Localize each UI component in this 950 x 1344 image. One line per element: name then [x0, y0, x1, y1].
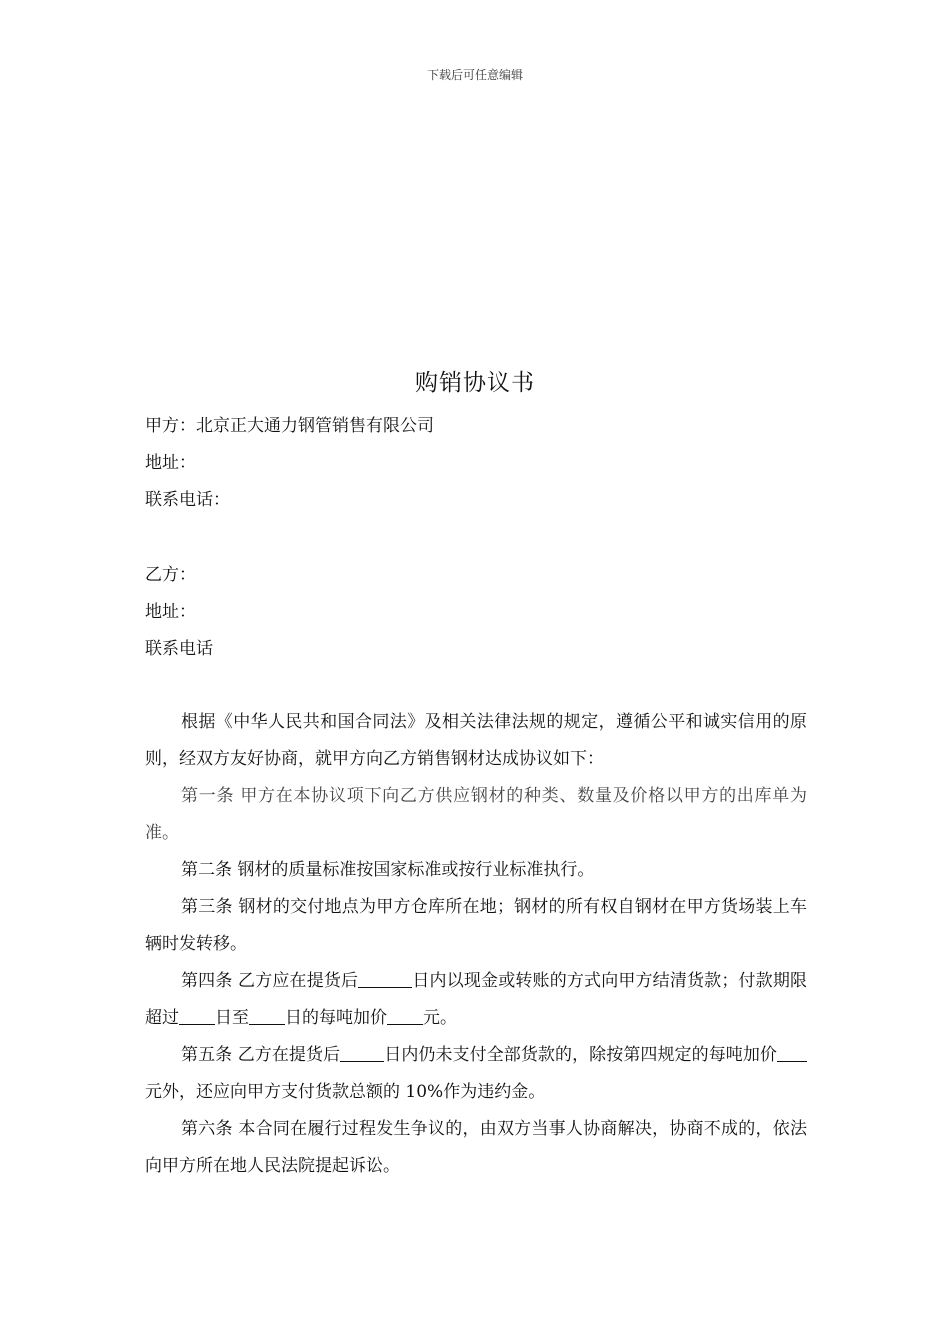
blank-field — [340, 1041, 384, 1062]
blank-field — [777, 1041, 807, 1062]
article-1: 第一条 甲方在本协议项下向乙方供应钢材的种类、数量及价格以甲方的出库单为准。 — [145, 786, 807, 843]
party-b-name: 乙方： — [145, 565, 196, 585]
document-body — [145, 408, 807, 1185]
article-4 — [145, 963, 807, 1037]
party-a-address: 地址： — [145, 453, 196, 473]
article-5-text-3: 元外，还应向甲方支付货款总额的 10%作为违约金。 — [145, 1082, 546, 1102]
article-4-text-1: 第四条 乙方应在提货后 — [181, 971, 359, 991]
article-6: 第六条 本合同在履行过程发生争议的，由双方当事人协商解决，协商不成的，依法向甲方所在地人民法院提起诉讼。 — [145, 1119, 807, 1176]
document-title: 购销协议书 — [415, 370, 535, 396]
page-header-note: 下载后可任意编辑 — [426, 68, 523, 82]
article-4-text-5: 元。 — [423, 1008, 457, 1028]
intro-paragraph: 根据《中华人民共和国合同法》及相关法律法规的规定，遵循公平和诚实信用的原则，经双方友好协商，就甲方向乙方销售钢材达成协议如下： — [145, 712, 807, 769]
blank-field — [358, 967, 412, 988]
blank-field — [387, 1004, 423, 1025]
article-5-text-1: 第五条 乙方在提货后 — [181, 1045, 341, 1065]
article-2: 第二条 钢材的质量标准按国家标准或按行业标准执行。 — [181, 860, 595, 880]
article-4-text-3: 日至 — [215, 1008, 249, 1028]
article-4-text-4: 日的每吨加价 — [285, 1008, 387, 1028]
party-a-phone: 联系电话： — [145, 490, 230, 510]
article-4-text-2: 日内以现金或转账的方式向甲方结清货款；付款期限超过 — [145, 971, 808, 1028]
party-b-phone: 联系电话 — [145, 639, 213, 659]
article-5 — [145, 1037, 807, 1111]
article-5-text-2: 日内仍未支付全部货款的，除按第四规定的每吨加价 — [384, 1045, 778, 1065]
blank-field — [179, 1004, 215, 1025]
party-a-name: 甲方：北京正大通力钢管销售有限公司 — [145, 416, 434, 436]
blank-field — [249, 1004, 285, 1025]
article-3: 第三条 钢材的交付地点为甲方仓库所在地；钢材的所有权自钢材在甲方货场装上车辆时发转移。 — [145, 897, 807, 954]
party-b-address: 地址： — [145, 602, 196, 622]
